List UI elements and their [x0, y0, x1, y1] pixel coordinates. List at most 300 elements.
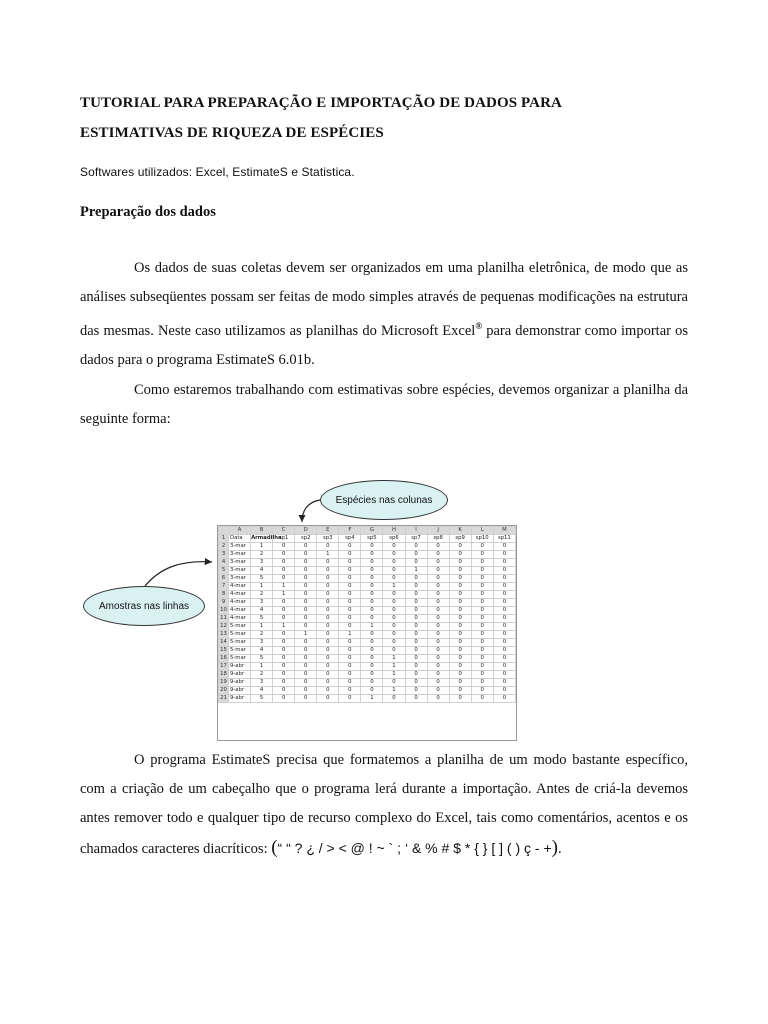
data-cell: 0	[471, 687, 493, 695]
data-cell: 5-mar	[229, 655, 251, 663]
data-cell: 1	[383, 583, 405, 591]
data-cell: 0	[295, 671, 317, 679]
data-cell: 0	[405, 695, 427, 703]
data-cell: 0	[471, 607, 493, 615]
data-cell: 0	[273, 575, 295, 583]
row-number: 10	[220, 607, 227, 613]
data-cell: 0	[295, 559, 317, 567]
data-cell: 0	[339, 623, 361, 631]
data-cell: 0	[339, 599, 361, 607]
document-title-line-1: TUTORIAL PARA PREPARAÇÃO E IMPORTAÇÃO DE DADOS PARA	[80, 95, 562, 111]
data-cell: 0	[339, 551, 361, 559]
spreadsheet-grid	[218, 526, 516, 703]
data-cell: 0	[471, 599, 493, 607]
data-cell: 0	[339, 655, 361, 663]
data-cell: 0	[361, 551, 383, 559]
data-cell: 0	[405, 671, 427, 679]
data-cell: 0	[295, 591, 317, 599]
data-cell: 0	[427, 663, 449, 671]
data-cell: 0	[295, 647, 317, 655]
data-cell: 0	[449, 615, 471, 623]
data-cell: 0	[449, 551, 471, 559]
data-cell: 0	[361, 679, 383, 687]
data-cell: 0	[361, 663, 383, 671]
data-cell: 0	[361, 671, 383, 679]
data-cell: 0	[339, 583, 361, 591]
data-cell: 0	[405, 551, 427, 559]
data-cell: 0	[427, 615, 449, 623]
data-cell: 0	[471, 551, 493, 559]
data-cell: 3	[251, 679, 273, 687]
data-cell: 0	[361, 583, 383, 591]
data-cell: 0	[471, 663, 493, 671]
data-cell: 0	[471, 583, 493, 591]
table-row	[219, 695, 516, 703]
data-cell: 0	[493, 591, 515, 599]
data-cell: 0	[339, 695, 361, 703]
data-cell: 0	[449, 679, 471, 687]
data-cell: 1	[383, 663, 405, 671]
data-cell: 0	[339, 679, 361, 687]
data-cell: 1	[339, 631, 361, 639]
data-cell: 0	[405, 583, 427, 591]
table-row	[219, 551, 516, 559]
column-letter: K	[449, 527, 471, 535]
data-cell: 0	[427, 575, 449, 583]
data-cell: 0	[383, 607, 405, 615]
column-letter: B	[251, 527, 273, 535]
data-cell: 0	[383, 599, 405, 607]
row-number: 15	[220, 647, 227, 653]
spreadsheet-figure	[80, 478, 511, 708]
data-cell: 0	[339, 543, 361, 551]
data-cell: 4	[251, 647, 273, 655]
data-cell: 9-abr	[229, 679, 251, 687]
header-cell: sp2	[295, 535, 317, 543]
data-cell: 0	[295, 695, 317, 703]
data-cell: 0	[295, 543, 317, 551]
column-letter	[219, 527, 229, 535]
data-cell: 1	[405, 567, 427, 575]
data-cell: 0	[361, 631, 383, 639]
data-cell: 0	[449, 607, 471, 615]
column-letter: I	[405, 527, 427, 535]
row-number: 4	[219, 559, 229, 567]
header-cell: sp7	[405, 535, 427, 543]
paragraph-3-text: O programa EstimateS precisa que formatemos a planilha de um modo bastante específico, com a criação de um cabeçalho que o programa lerá durante a importação. Antes de criá-la devemos antes remover todo e qualquer tipo de recurso complexo do Excel, tais como comentários, acentos e os chamados caracteres diacríticos:	[80, 752, 688, 857]
data-cell: 0	[383, 559, 405, 567]
column-letter: H	[383, 527, 405, 535]
data-cell: 0	[449, 543, 471, 551]
data-cell: 0	[273, 639, 295, 647]
data-cell: 0	[295, 551, 317, 559]
paragraph-1-text: Os dados de suas coletas devem ser organizados em uma planilha eletrônica, de modo que as análises subseqüentes possam ser feitas de modo simples através de pequenas modificações na estrutura das mesmas. Neste caso utilizamos as planilhas do Microsoft Excel	[80, 260, 688, 339]
data-cell: 0	[317, 559, 339, 567]
data-cell: 1	[317, 551, 339, 559]
data-cell: 0	[449, 567, 471, 575]
diacritic-symbols: “ “ ? ¿ / > < @ ! ~ ` ; ‘ & % # $ * { } [ ] ( ) ç - +	[277, 840, 552, 856]
data-cell: 0	[339, 607, 361, 615]
data-cell: 0	[427, 551, 449, 559]
data-cell: 0	[295, 679, 317, 687]
data-cell: 0	[471, 543, 493, 551]
row-number: 8	[219, 591, 229, 599]
data-cell: 0	[449, 687, 471, 695]
data-cell: 0	[317, 623, 339, 631]
data-cell: 4	[251, 567, 273, 575]
data-cell: 0	[295, 687, 317, 695]
data-cell: 4	[251, 607, 273, 615]
data-cell: 0	[427, 543, 449, 551]
data-cell: 3-mar	[229, 575, 251, 583]
table-row	[219, 575, 516, 583]
data-cell: 0	[361, 567, 383, 575]
table-row	[219, 543, 516, 551]
data-cell: 0	[383, 615, 405, 623]
data-cell: 0	[449, 663, 471, 671]
data-cell: 0	[493, 639, 515, 647]
data-cell: 0	[405, 615, 427, 623]
header-row	[219, 535, 516, 543]
data-cell: 0	[339, 687, 361, 695]
data-cell: 0	[383, 591, 405, 599]
callout-samples-rows: Amostras nas linhas	[83, 586, 205, 626]
data-cell: 0	[317, 639, 339, 647]
data-cell: 0	[383, 639, 405, 647]
data-cell: 5-mar	[229, 647, 251, 655]
data-cell: 0	[273, 567, 295, 575]
paragraph-1-end: para demonstrar como importar os dados para o programa EstimateS 6.01b.	[80, 322, 688, 368]
data-cell: 0	[493, 623, 515, 631]
row-number: 3	[219, 551, 229, 559]
table-row	[219, 655, 516, 663]
data-cell: 2	[251, 551, 273, 559]
data-cell: 0	[317, 615, 339, 623]
header-cell: sp6	[383, 535, 405, 543]
data-cell: 4-mar	[229, 599, 251, 607]
data-cell: 0	[339, 639, 361, 647]
data-cell: 0	[273, 687, 295, 695]
data-cell: 0	[471, 655, 493, 663]
arrow-to-rows	[145, 562, 212, 586]
data-cell: 0	[361, 559, 383, 567]
table-row	[219, 679, 516, 687]
data-cell: 0	[493, 631, 515, 639]
data-cell: 0	[405, 639, 427, 647]
header-cell: Armadilha	[251, 535, 282, 541]
data-cell: 0	[427, 623, 449, 631]
data-cell: 5	[251, 615, 273, 623]
data-cell: 0	[317, 679, 339, 687]
data-cell: 0	[493, 615, 515, 623]
data-cell: 0	[493, 655, 515, 663]
data-cell: 1	[361, 623, 383, 631]
data-cell: 5	[251, 695, 273, 703]
data-cell: 0	[405, 591, 427, 599]
data-cell: 0	[361, 599, 383, 607]
column-letter: C	[273, 527, 295, 535]
data-cell: 0	[273, 655, 295, 663]
data-cell: 0	[273, 599, 295, 607]
table-row	[219, 663, 516, 671]
arrow-to-columns	[302, 500, 320, 522]
data-cell: 0	[295, 663, 317, 671]
data-cell: 0	[471, 647, 493, 655]
paragraph-3-end: .	[557, 841, 562, 857]
data-cell: 3-mar	[229, 551, 251, 559]
data-cell: 0	[273, 543, 295, 551]
data-cell: 0	[339, 591, 361, 599]
data-cell: 0	[427, 631, 449, 639]
data-cell: 0	[493, 583, 515, 591]
data-cell: 0	[317, 647, 339, 655]
data-cell: 0	[273, 607, 295, 615]
data-cell: 5	[251, 655, 273, 663]
data-cell: 0	[471, 623, 493, 631]
data-cell: 4-mar	[229, 615, 251, 623]
data-cell: 0	[471, 615, 493, 623]
data-cell: 4-mar	[229, 583, 251, 591]
data-cell: 0	[361, 543, 383, 551]
data-cell: 0	[449, 631, 471, 639]
header-cell: sp8	[427, 535, 449, 543]
data-cell: 0	[427, 583, 449, 591]
data-cell: 0	[317, 575, 339, 583]
data-cell: 0	[317, 591, 339, 599]
data-cell: 0	[317, 631, 339, 639]
data-cell: 0	[427, 591, 449, 599]
table-row	[219, 631, 516, 639]
data-cell: 0	[449, 623, 471, 631]
data-cell: 0	[449, 695, 471, 703]
row-number: 1	[219, 535, 229, 543]
data-cell: 0	[273, 647, 295, 655]
row-number: 6	[219, 575, 229, 583]
table-row	[219, 623, 516, 631]
data-cell: 0	[471, 671, 493, 679]
data-cell: 0	[493, 575, 515, 583]
data-cell: 0	[493, 599, 515, 607]
row-number: 16	[220, 655, 227, 661]
data-cell: 0	[427, 655, 449, 663]
data-cell: 0	[383, 567, 405, 575]
data-cell: 0	[383, 631, 405, 639]
data-cell: 0	[317, 599, 339, 607]
data-cell: 0	[427, 647, 449, 655]
data-cell: 0	[361, 607, 383, 615]
data-cell: 0	[273, 671, 295, 679]
data-cell: 0	[493, 679, 515, 687]
data-cell: 0	[383, 551, 405, 559]
data-cell: 0	[317, 567, 339, 575]
data-cell: 0	[295, 607, 317, 615]
row-number: 9	[219, 599, 229, 607]
data-cell: 4-mar	[229, 607, 251, 615]
data-cell: 0	[295, 639, 317, 647]
data-cell: 0	[405, 543, 427, 551]
data-cell: 0	[317, 583, 339, 591]
data-cell: 1	[295, 631, 317, 639]
data-cell: 0	[405, 631, 427, 639]
data-cell: 2	[251, 591, 273, 599]
data-cell: 2	[251, 671, 273, 679]
data-cell: 9-abr	[229, 663, 251, 671]
software-line: Softwares utilizados: Excel, EstimateS e Statistica.	[80, 165, 355, 179]
symbols-open-paren: (	[271, 837, 278, 858]
row-number: 13	[220, 631, 227, 637]
header-cell: sp10	[471, 535, 493, 543]
data-cell: 0	[405, 607, 427, 615]
data-cell: 0	[493, 567, 515, 575]
data-cell: 0	[361, 655, 383, 663]
paragraph-1	[80, 254, 688, 375]
data-cell: 4-mar	[229, 591, 251, 599]
excel-spreadsheet	[217, 525, 517, 741]
data-cell: 4	[251, 687, 273, 695]
data-cell: 0	[361, 591, 383, 599]
data-cell: 0	[273, 679, 295, 687]
row-number: 20	[220, 687, 227, 693]
data-cell: 0	[471, 567, 493, 575]
data-cell: 3-mar	[229, 543, 251, 551]
data-cell: 0	[427, 607, 449, 615]
header-cell: sp5	[361, 535, 383, 543]
table-row	[219, 639, 516, 647]
data-cell: 0	[295, 615, 317, 623]
row-number: 18	[220, 671, 227, 677]
column-letter: D	[295, 527, 317, 535]
column-letter: G	[361, 527, 383, 535]
data-cell: 0	[317, 543, 339, 551]
data-cell: 0	[317, 655, 339, 663]
header-cell: sp9	[449, 535, 471, 543]
data-cell: 1	[251, 663, 273, 671]
row-number: 14	[220, 639, 227, 645]
data-cell: 0	[383, 647, 405, 655]
data-cell: 0	[273, 559, 295, 567]
data-cell: 1	[383, 671, 405, 679]
data-cell: 1	[273, 623, 295, 631]
data-cell: 0	[339, 567, 361, 575]
data-cell: 3	[251, 599, 273, 607]
data-cell: 0	[449, 591, 471, 599]
header-cell: sp3	[317, 535, 339, 543]
data-cell: 0	[427, 639, 449, 647]
data-cell: 0	[273, 551, 295, 559]
data-cell: 1	[251, 583, 273, 591]
data-cell: 9-abr	[229, 671, 251, 679]
data-cell: 0	[471, 575, 493, 583]
data-cell: 0	[449, 639, 471, 647]
data-cell: 0	[317, 695, 339, 703]
data-cell: 0	[427, 671, 449, 679]
header-cell: sp11	[493, 535, 515, 543]
data-cell: 0	[405, 687, 427, 695]
data-cell: 0	[427, 559, 449, 567]
data-cell: 0	[427, 679, 449, 687]
data-cell: 0	[383, 543, 405, 551]
row-number: 5	[219, 567, 229, 575]
data-cell: 0	[339, 671, 361, 679]
data-cell: 0	[493, 663, 515, 671]
data-cell: 0	[295, 599, 317, 607]
data-cell: 5	[251, 575, 273, 583]
table-row	[219, 599, 516, 607]
row-number: 2	[219, 543, 229, 551]
data-cell: 0	[405, 655, 427, 663]
paragraph-3	[80, 746, 688, 864]
data-cell: 0	[427, 687, 449, 695]
table-row	[219, 671, 516, 679]
data-cell: 0	[493, 551, 515, 559]
data-cell: 9-abr	[229, 687, 251, 695]
data-cell: 0	[471, 695, 493, 703]
row-number: 21	[220, 695, 227, 701]
data-cell: 0	[405, 623, 427, 631]
table-row	[219, 687, 516, 695]
data-cell: 1	[383, 687, 405, 695]
data-cell: 3	[251, 559, 273, 567]
data-cell: 1	[251, 543, 273, 551]
data-cell: 0	[471, 631, 493, 639]
data-cell: 5-mar	[229, 623, 251, 631]
data-cell: 0	[471, 679, 493, 687]
data-cell: 0	[361, 647, 383, 655]
table-row	[219, 607, 516, 615]
data-cell: 0	[471, 591, 493, 599]
data-cell: 0	[471, 639, 493, 647]
data-cell: 1	[273, 583, 295, 591]
data-cell: 0	[471, 559, 493, 567]
header-cell: sp4	[339, 535, 361, 543]
data-cell: 0	[317, 607, 339, 615]
data-cell: 3	[251, 639, 273, 647]
data-cell: 9-abr	[229, 695, 251, 703]
data-cell: 0	[449, 599, 471, 607]
data-cell: 0	[317, 663, 339, 671]
data-cell: 0	[383, 623, 405, 631]
row-number: 11	[220, 615, 227, 621]
table-row	[219, 559, 516, 567]
data-cell: 0	[317, 687, 339, 695]
data-cell: 0	[427, 695, 449, 703]
data-cell: 0	[493, 687, 515, 695]
data-cell: 0	[493, 671, 515, 679]
table-row	[219, 583, 516, 591]
data-cell: 0	[273, 631, 295, 639]
data-cell: 0	[317, 671, 339, 679]
data-cell: 0	[427, 599, 449, 607]
section-heading: Preparação dos dados	[80, 204, 216, 220]
data-cell: 3-mar	[229, 567, 251, 575]
data-cell: 0	[493, 543, 515, 551]
data-cell: 5-mar	[229, 639, 251, 647]
data-cell: 0	[405, 679, 427, 687]
data-cell: 0	[383, 575, 405, 583]
data-cell: 0	[449, 647, 471, 655]
data-cell: 0	[449, 583, 471, 591]
header-cell: sp1	[273, 535, 295, 543]
data-cell: 1	[383, 655, 405, 663]
data-cell: 0	[383, 679, 405, 687]
document-title-line-2: ESTIMATIVAS DE RIQUEZA DE ESPÉCIES	[80, 125, 384, 141]
data-cell: 0	[449, 575, 471, 583]
table-row	[219, 615, 516, 623]
data-cell: 0	[295, 583, 317, 591]
paragraph-2: Como estaremos trabalhando com estimativas sobre espécies, devemos organizar a planilha da seguinte forma:	[80, 382, 688, 427]
data-cell: 0	[383, 695, 405, 703]
column-letter: J	[427, 527, 449, 535]
